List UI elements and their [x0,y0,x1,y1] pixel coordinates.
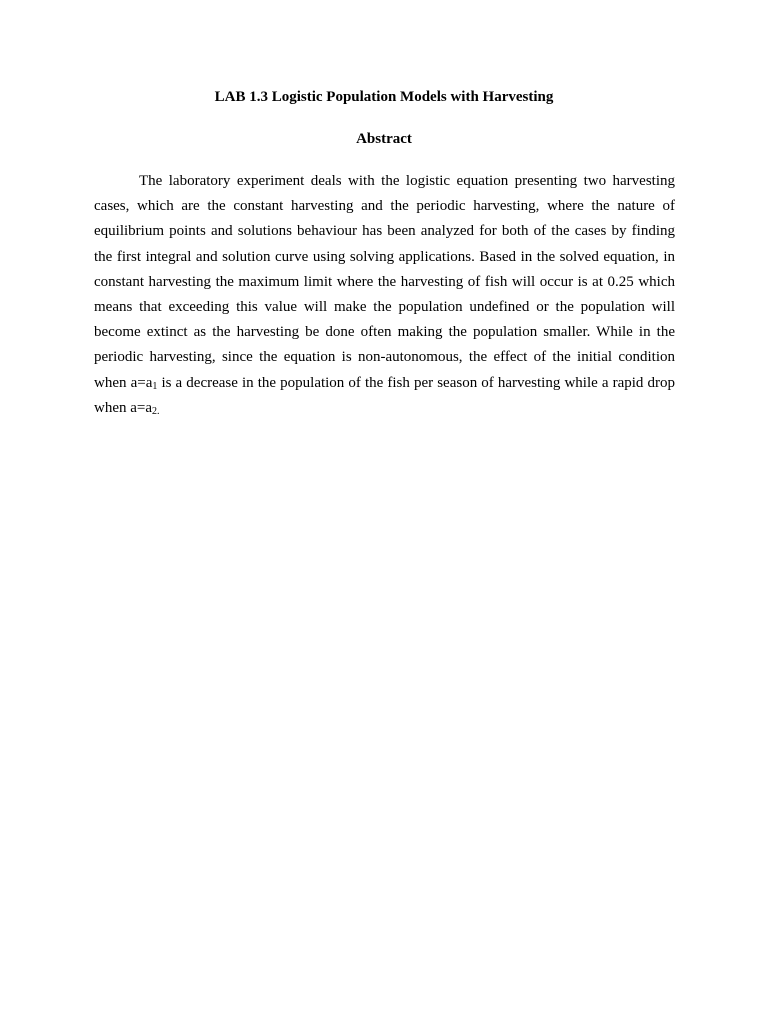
subscript-1: 1 [152,380,158,392]
section-heading-abstract: Abstract [356,131,412,147]
abstract-text-part1: The laboratory experiment deals with the logistic equation presenting two harvesting cases, which are the constant harvesting and the periodic harvesting, where the nature of equilibrium points and solutions behaviour has been analyzed for both of the cases by finding the first integral and solution curve using solving applications. Based in the solved equation, in constant harvesting the maximum limit where the harvesting of fish will occur is at 0.25 which means that exceeding this value will make the population undefined or the population will become extinct as the harvesting be done often making the population smaller. While in the periodic harvesting, since the equation is non-autonomous, the effect of the initial condition when a=a [94,173,675,391]
document-title: LAB 1.3 Logistic Population Models with Harvesting [214,89,554,105]
abstract-text-part2: is a decrease in the population of the fish per season of harvesting while a rapid drop when a=a [94,374,675,416]
subscript-2: 2. [152,405,160,417]
abstract-paragraph [94,169,675,421]
